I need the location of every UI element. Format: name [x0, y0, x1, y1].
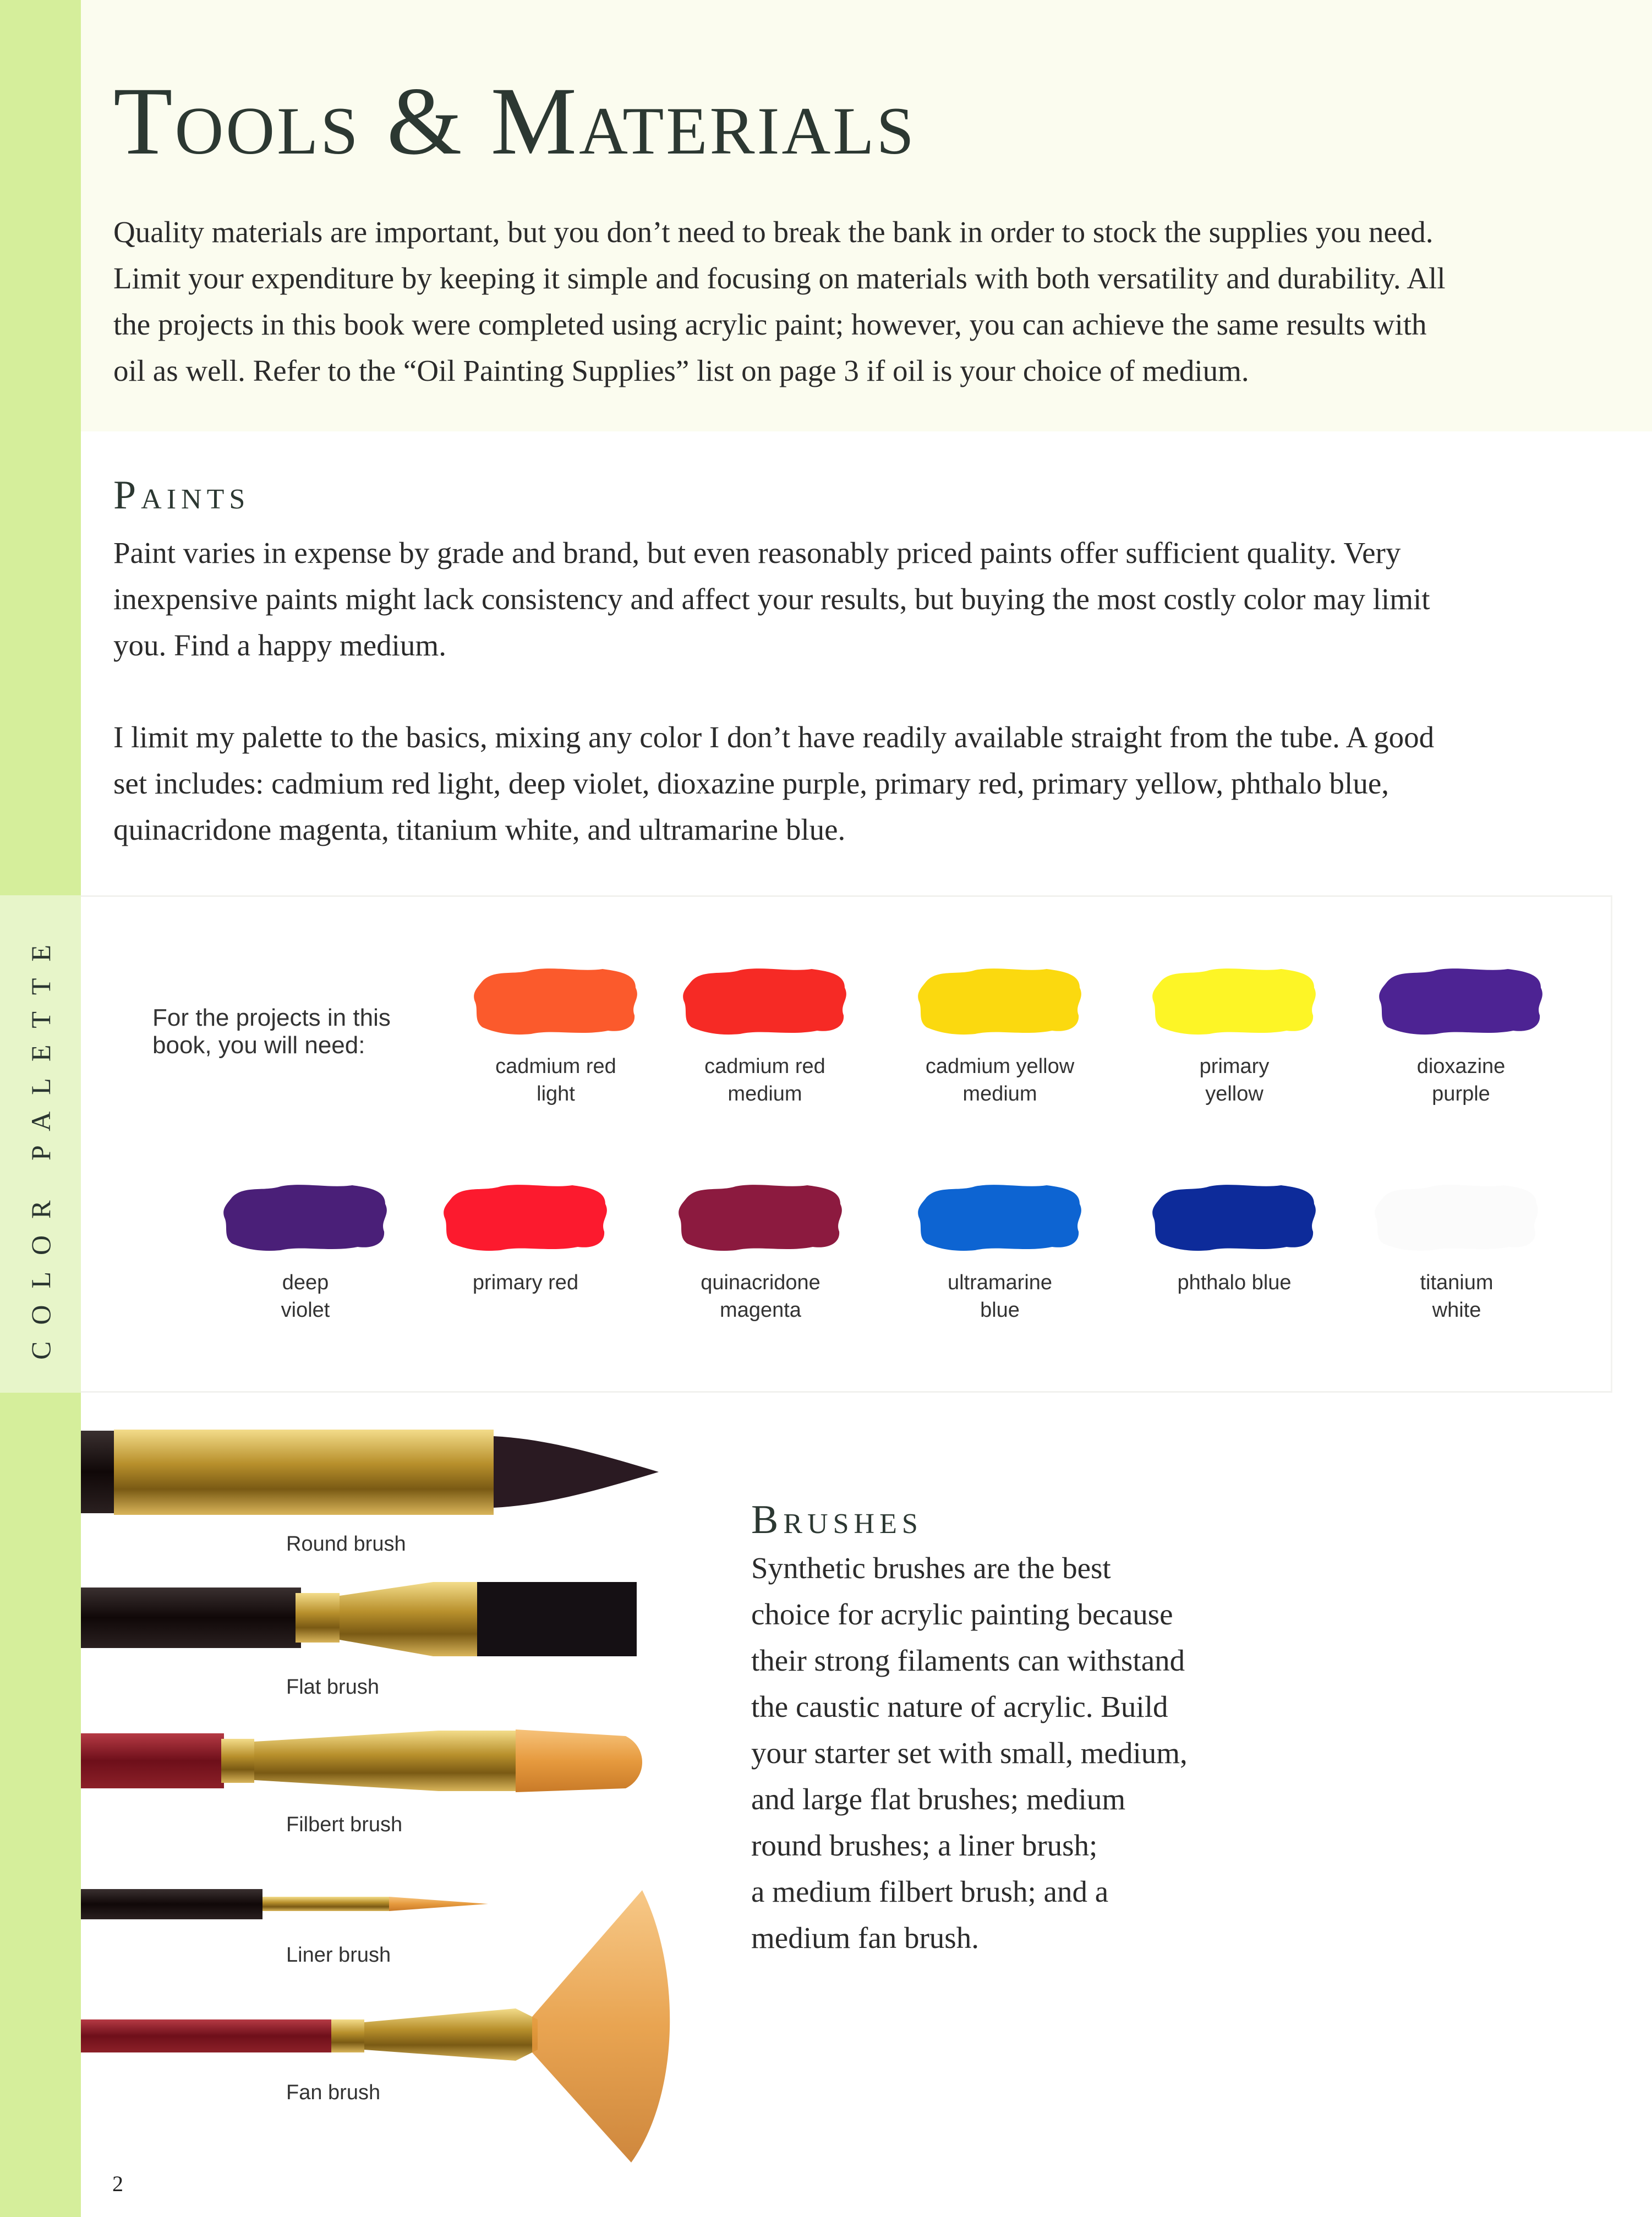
intro-line: Limit your expenditure by keeping it simple and focusing on materials with both versatility and durability. All — [113, 261, 1446, 295]
paint-swatch-blob — [1376, 966, 1546, 1037]
swatch-label — [1146, 1269, 1322, 1296]
swatch-label-line: magenta — [720, 1299, 801, 1322]
swatch-label-line: medium — [962, 1082, 1037, 1105]
intro-line: the projects in this book were completed using acrylic paint; however, you can achieve the same results with — [113, 308, 1427, 341]
page-title: Tools & Materials — [113, 68, 916, 175]
fan-brush-image — [81, 1885, 686, 2171]
paint-swatch-blob — [1371, 1182, 1542, 1253]
swatch-titanium-white — [1369, 1182, 1545, 1324]
paragraph-line: choice for acrylic painting because — [751, 1597, 1173, 1631]
paint-swatch-blob — [471, 966, 641, 1037]
palette-intro-text — [152, 1004, 391, 1059]
swatch-ultramarine-blue — [912, 1182, 1088, 1324]
swatch-dioxazine-purple — [1373, 966, 1549, 1108]
color-palette-tab-label — [0, 895, 81, 1393]
swatch-label — [1146, 1053, 1322, 1108]
swatch-label — [437, 1269, 614, 1296]
fan-brush-label: Fan brush — [286, 2081, 381, 2104]
swatch-quinacridone-magenta — [672, 1182, 849, 1324]
paint-swatch-blob — [440, 1182, 611, 1253]
paragraph-line: Synthetic brushes are the best — [751, 1551, 1111, 1585]
filbert-brush-image — [81, 1725, 642, 1797]
intro-line: oil as well. Refer to the “Oil Painting Supplies” list on page 3 if oil is your choice of medium. — [113, 354, 1249, 387]
paragraph-line: I limit my palette to the basics, mixing any color I don’t have readily available straight from the tube. A good — [113, 720, 1435, 754]
paint-blob — [1152, 968, 1316, 1034]
paragraph-line: the caustic nature of acrylic. Build — [751, 1690, 1168, 1723]
swatch-label — [677, 1053, 853, 1108]
paint-swatch-blob — [675, 1182, 846, 1253]
brushes-heading: Brushes — [751, 1497, 923, 1542]
swatch-label — [1369, 1269, 1545, 1324]
swatch-label-line: cadmium red — [704, 1055, 825, 1078]
paint-swatch-blob — [915, 966, 1085, 1037]
swatch-label-line: purple — [1432, 1082, 1490, 1105]
brushes-paragraph — [751, 1545, 1188, 1961]
paint-blob — [223, 1185, 387, 1251]
swatch-phthalo-blue — [1146, 1182, 1322, 1296]
swatch-label-line: primary red — [472, 1271, 579, 1294]
paint-blob — [474, 968, 637, 1034]
paint-swatch-blob — [680, 966, 850, 1037]
swatch-cadmium-red-light — [468, 966, 644, 1108]
swatch-label-line: primary — [1199, 1055, 1270, 1078]
paragraph-line: their strong filaments can withstand — [751, 1644, 1185, 1677]
swatch-label — [912, 1053, 1088, 1108]
swatch-label — [217, 1269, 393, 1324]
palette-intro-line: For the projects in this — [152, 1004, 391, 1031]
paint-blob — [679, 1185, 842, 1251]
paint-blob — [444, 1185, 607, 1251]
swatch-label-line: yellow — [1205, 1082, 1263, 1105]
paint-blob — [1152, 1185, 1316, 1251]
paints-paragraph-1 — [113, 530, 1430, 669]
swatch-label-line: medium — [727, 1082, 802, 1105]
paint-swatch-blob — [1149, 966, 1320, 1037]
swatch-primary-red — [437, 1182, 614, 1296]
paints-paragraph-2 — [113, 714, 1434, 853]
paint-swatch-blob — [915, 1182, 1085, 1253]
swatch-label-line: cadmium yellow — [925, 1055, 1075, 1078]
paragraph-line: set includes: cadmium red light, deep violet, dioxazine purple, primary red, primary yellow, phthalo blue, — [113, 767, 1390, 800]
swatch-primary-yellow — [1146, 966, 1322, 1108]
swatch-label-line: titanium — [1420, 1271, 1494, 1294]
paragraph-line: inexpensive paints might lack consistency and affect your results, but buying the most costly color may limit — [113, 582, 1430, 616]
paragraph-line: round brushes; a liner brush; — [751, 1829, 1098, 1862]
flat-brush-image — [81, 1579, 642, 1662]
swatch-label-line: phthalo blue — [1177, 1271, 1292, 1294]
swatch-label — [468, 1053, 644, 1108]
round-brush-image — [81, 1425, 664, 1519]
swatch-label-line: light — [537, 1082, 575, 1105]
paragraph-line: a medium filbert brush; and a — [751, 1875, 1109, 1908]
paragraph-line: quinacridone magenta, titanium white, and ultramarine blue. — [113, 813, 846, 846]
paint-blob — [1379, 968, 1542, 1034]
filbert-brush-label: Filbert brush — [286, 1813, 403, 1836]
swatch-label-line: dioxazine — [1416, 1055, 1506, 1078]
swatch-label-line: white — [1432, 1299, 1481, 1322]
swatch-label-line: violet — [281, 1299, 330, 1322]
swatch-label — [672, 1269, 849, 1324]
liner-brush-label: Liner brush — [286, 1944, 391, 1967]
page-number: 2 — [112, 2171, 123, 2196]
paints-heading: Paints — [113, 473, 250, 518]
swatch-deep-violet — [217, 1182, 393, 1324]
paint-blob — [683, 968, 846, 1034]
swatch-label-line: blue — [980, 1299, 1020, 1322]
swatch-label-line: cadmium red — [495, 1055, 616, 1078]
swatch-label-line: ultramarine — [947, 1271, 1053, 1294]
intro-line: Quality materials are important, but you don’t need to break the bank in order to stock the supplies you need. — [113, 215, 1434, 249]
swatch-label-line: deep — [282, 1271, 329, 1294]
paragraph-line: and large flat brushes; medium — [751, 1782, 1126, 1816]
paint-swatch-blob — [220, 1182, 391, 1253]
intro-paragraph — [113, 209, 1446, 394]
paint-blob — [918, 1185, 1081, 1251]
round-brush-label: Round brush — [286, 1532, 406, 1556]
paragraph-line: you. Find a happy medium. — [113, 628, 446, 662]
swatch-label-line: quinacridone — [701, 1271, 820, 1294]
tab-label-text: COLOR PALETTE — [25, 928, 56, 1360]
flat-brush-label: Flat brush — [286, 1676, 379, 1699]
palette-intro-line: book, you will need: — [152, 1032, 365, 1059]
swatch-cadmium-red-medium — [677, 966, 853, 1108]
paint-blob — [918, 968, 1081, 1034]
paragraph-line: medium fan brush. — [751, 1921, 979, 1955]
swatch-label — [1373, 1053, 1549, 1108]
paint-swatch-blob — [1149, 1182, 1320, 1253]
paragraph-line: your starter set with small, medium, — [751, 1736, 1188, 1770]
paint-blob — [1375, 1185, 1538, 1251]
swatch-label — [912, 1269, 1088, 1324]
swatch-cadmium-yellow-medium — [912, 966, 1088, 1108]
paragraph-line: Paint varies in expense by grade and brand, but even reasonably priced paints offer sufficient quality. Very — [113, 536, 1401, 570]
